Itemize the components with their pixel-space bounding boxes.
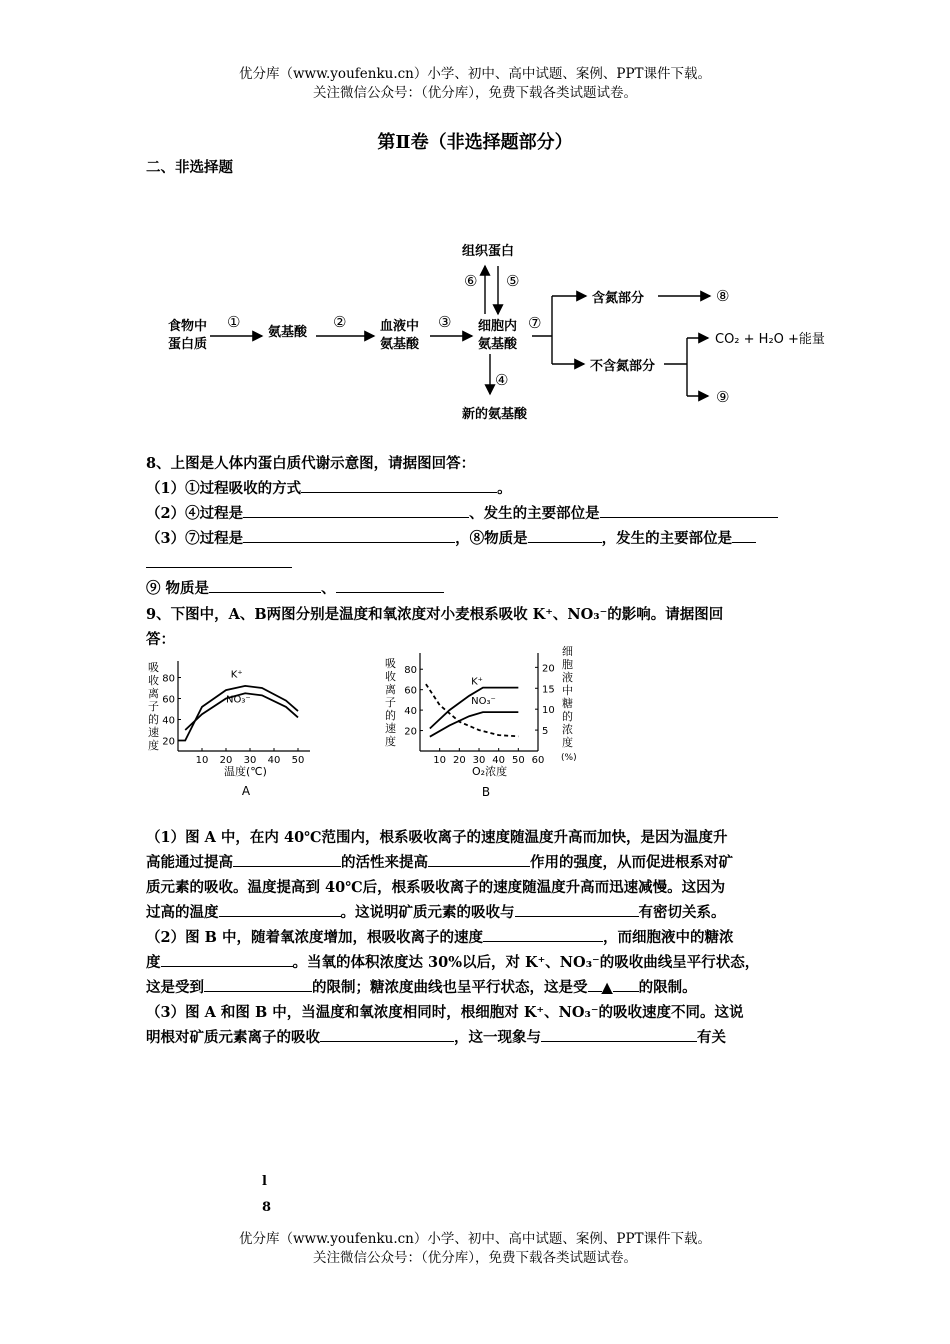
chart-b-ytick-label: 60 (404, 685, 417, 697)
page-mark: l (262, 1174, 267, 1189)
node-cell-aa-1: 细胞内 (478, 319, 518, 334)
q9-s1-line2: 高能通过提高 的活性来提高 作用的强度，从而促进根系对矿 (146, 851, 733, 872)
chart-a (140, 655, 320, 805)
q8-part3-cont (146, 552, 292, 572)
node-blood-aa-2: 氨基酸 (380, 337, 420, 352)
node-energy: CO₂ + H₂O +能量 (715, 332, 825, 347)
page-number: 8 (262, 1200, 272, 1215)
q9-blank-10[interactable] (541, 1026, 697, 1042)
node-tissue-protein: 组织蛋白 (462, 244, 515, 259)
chart-b-y2label-5: 糖 (562, 697, 573, 710)
node-amino-acid: 氨基酸 (268, 325, 308, 340)
q9-stem-1: 9、下图中，A、B两图分别是温度和氧浓度对小麦根系吸收 K⁺、NO₃⁻的影响。请据图回 (146, 606, 724, 623)
chart-b-y2label-2: 胞 (562, 658, 573, 671)
q8-blank-4[interactable] (243, 527, 455, 543)
chart-b-ylabel-2: 收 (385, 670, 396, 683)
chart-a-xlabel: 温度(℃) (224, 765, 267, 778)
chart-a-ytick-label: 80 (162, 673, 175, 685)
chart-b-y2tick-label: 20 (542, 663, 555, 675)
q9-s2-line2: 度 。当氧的体积浓度达 30%以后，对 K⁺、NO₃⁻的吸收曲线呈平行状态， (146, 951, 759, 972)
chart-b-y2label-6: 的 (562, 710, 573, 723)
chart-b-ylabel-4: 子 (385, 696, 396, 709)
chart-a-ytick-label: 40 (162, 715, 175, 727)
header-line-2: 关注微信公众号：（优分库），免费下载各类试题试卷。 (313, 85, 637, 101)
chart-a-xtick-label: 20 (219, 755, 233, 766)
chart-b-y2label-1: 细 (562, 645, 573, 658)
q8-blank-1[interactable] (301, 477, 497, 493)
mark-6: ⑥ (464, 272, 478, 290)
header-line-1: 优分库（www.youfenku.cn）小学、初中、高中试题、案例、PPT课件下载。 (238, 66, 712, 82)
node-cell-aa-2: 氨基酸 (478, 337, 518, 352)
q9-blank-6[interactable] (161, 951, 293, 967)
chart-b-ylabel-1: 吸 (385, 657, 396, 670)
q9-s1-line4: 过高的温度 。这说明矿质元素的吸收与 有密切关系。 (146, 901, 726, 922)
q9-blank-3[interactable] (219, 901, 341, 917)
chart-a-ylabel-6: 速 (148, 726, 159, 739)
footer-line-1: 优分库（www.youfenku.cn）小学、初中、高中试题、案例、PPT课件下载。 (238, 1231, 712, 1247)
chart-b-ylabel-5: 的 (385, 709, 396, 722)
q8-part2: （2）④过程是 、发生的主要部位是 (146, 502, 778, 523)
chart-a-ylabel-2: 收 (148, 674, 159, 687)
q8-part1: （1）①过程吸收的方式 。 (146, 477, 512, 498)
chart-b-ytick-label: 20 (404, 726, 417, 738)
chart-a-ylabel-1: 吸 (148, 661, 159, 674)
chart-a-ytick-label: 20 (162, 736, 175, 748)
q9-s2-line1: （2）图 B 中，随着氧浓度增加，根吸收离子的速度 ，而细胞液中的糖浓 (146, 926, 733, 947)
chart-b-y2label-8: 度 (562, 736, 573, 749)
chart-b-y2label-3: 液 (562, 671, 573, 684)
chart-b-xtick-label: 60 (531, 755, 545, 766)
chart-b-legend-0: K⁺ (471, 676, 483, 688)
chart-a-xtick-label: 30 (243, 755, 257, 766)
chart-a-xtick-label: 40 (267, 755, 281, 766)
chart-b-ylabel-3: 离 (385, 683, 396, 696)
q9-blank-4[interactable] (515, 901, 639, 917)
q8-blank-6[interactable] (732, 527, 756, 543)
q8-blank-6b[interactable] (146, 552, 292, 568)
triangle-mark: ▲ (601, 979, 613, 996)
chart-b-ytick-label: 80 (404, 665, 417, 677)
chart-b-y2tick-label: 10 (542, 705, 555, 717)
chart-a-legend-0: K⁺ (230, 669, 243, 681)
q8-blank-2[interactable] (243, 502, 469, 518)
mark-4: ④ (495, 371, 509, 389)
chart-b-xtick-label: 50 (511, 755, 525, 766)
q8-stem: 8、上图是人体内蛋白质代谢示意图，请据图回答： (146, 455, 476, 472)
chart-b-series-2 (426, 684, 518, 736)
section-heading: 二、非选择题 (146, 159, 233, 176)
mark-8: ⑧ (716, 287, 730, 305)
chart-a-ylabel-4: 子 (148, 700, 159, 713)
chart-a-legend-1: NO₃⁻ (226, 694, 251, 706)
mark-1: ① (227, 313, 241, 331)
mark-3: ③ (438, 313, 452, 331)
node-non-n-part: 不含氮部分 (590, 359, 656, 374)
node-n-part: 含氮部分 (592, 291, 645, 306)
q9-s2-line3: 这是受到 的限制；糖浓度曲线也呈平行状态，这是受 ▲ 的限制。 (146, 976, 697, 997)
chart-b-ytick-label: 40 (404, 706, 417, 718)
chart-b-legend-1: NO₃⁻ (471, 695, 496, 707)
q9-blank-5[interactable] (483, 926, 603, 942)
chart-a-xtick-label: 10 (195, 755, 209, 766)
q8-blank-5[interactable] (528, 527, 602, 543)
q9-s3-line1: （3）图 A 和图 B 中，当温度和氧浓度相同时，根细胞对 K⁺、NO₃⁻的吸收速度不同。这说 (146, 1004, 744, 1021)
mark-7: ⑦ (528, 314, 542, 332)
chart-b-xtick-label: 20 (452, 755, 466, 766)
chart-a-xtick-label: 50 (291, 755, 305, 766)
q9-s1-line1: （1）图 A 中，在内 40℃范围内，根系吸收离子的速度随温度升高而加快，是因为温度升 (146, 829, 728, 846)
chart-b-xtick-label: 40 (492, 755, 506, 766)
chart-b-ylabel-7: 度 (385, 735, 396, 748)
q9-s3-line2: 明根对矿质元素离子的吸收 ，这一现象与 有关 (146, 1026, 726, 1047)
chart-b-xtick-label: 30 (472, 755, 486, 766)
mark-9: ⑨ (716, 388, 730, 406)
node-blood-aa-1: 血液中 (380, 319, 420, 334)
chart-a-ytick-label: 60 (162, 694, 175, 706)
q8-blank-8[interactable] (336, 577, 444, 593)
q8-blank-7[interactable] (209, 577, 321, 593)
page-title: 第Ⅱ卷（非选择题部分） (377, 132, 573, 153)
footer-line-2: 关注微信公众号：（优分库），免费下载各类试题试卷。 (313, 1250, 637, 1266)
mark-5: ⑤ (506, 272, 520, 290)
q9-blank-9[interactable] (320, 1026, 454, 1042)
q8-blank-3[interactable] (600, 502, 778, 518)
chart-a-title: A (241, 784, 251, 798)
chart-b-y2tick-label: 15 (542, 684, 555, 696)
q9-blank-2[interactable] (428, 851, 530, 867)
q9-blank-1[interactable] (233, 851, 341, 867)
chart-b-y2unit: (%) (561, 753, 577, 763)
chart-b (380, 645, 600, 805)
chart-b-xtick-label: 10 (433, 755, 447, 766)
node-food-protein-1: 食物中 (168, 319, 208, 334)
q9-blank-8[interactable] (613, 976, 639, 992)
chart-a-ylabel-3: 离 (148, 687, 159, 700)
chart-b-y2label-7: 浓 (562, 723, 573, 736)
q9-stem-2: 答： (146, 631, 175, 648)
chart-b-title: B (481, 785, 491, 799)
mark-2: ② (333, 313, 347, 331)
node-food-protein-2: 蛋白质 (168, 337, 208, 352)
q9-s1-line3: 质元素的吸收。温度提高到 40℃后，根系吸收离子的速度随温度升高而迅速减慢。这因为 (146, 879, 726, 896)
chart-a-ylabel-5: 的 (148, 713, 159, 726)
q8-part3: （3）⑦过程是 ，⑧物质是 ，发生的主要部位是 (146, 527, 756, 548)
chart-b-ylabel-6: 速 (385, 722, 396, 735)
node-new-aa: 新的氨基酸 (462, 407, 528, 422)
protein-metabolism-diagram (150, 230, 850, 430)
chart-a-ylabel-7: 度 (148, 739, 159, 752)
chart-b-xlabel: O₂浓度 (472, 765, 508, 778)
chart-b-y2tick-label: 5 (542, 726, 549, 738)
q8-part4: ⑨ 物质是 、 (146, 577, 444, 598)
q9-blank-7[interactable] (204, 976, 312, 992)
chart-b-y2label-4: 中 (562, 684, 573, 697)
